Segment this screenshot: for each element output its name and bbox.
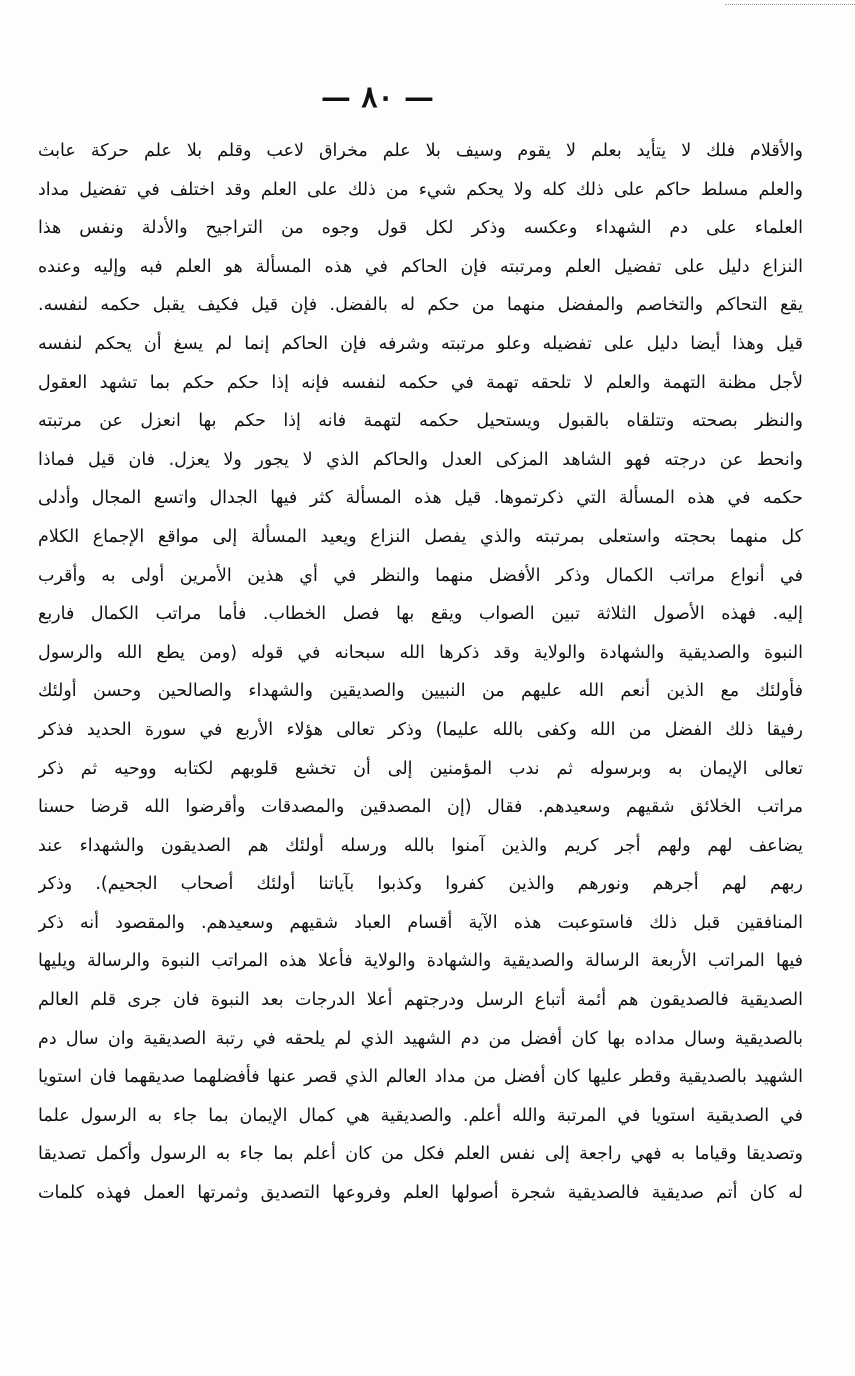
text-line: وتصديقا وقياما به فهي راجعة إلى نفس العلم فكل من كان أعلم بما جاء به الرسول وأكمل تصديقا bbox=[38, 1144, 803, 1165]
text-line: وانحط عن درجته فهو الشاهد المزكى العدل والحاكم الذي لا يجور ولا يعزل. فان قيل فماذا bbox=[38, 449, 803, 470]
text-line: النزاع دليل على تفضيل العلم ومرتبته فإن الحاكم في هذه المسألة هو العلم فبه وإليه وعنده bbox=[38, 256, 803, 277]
text-line: العلماء على دم الشهداء وعكسه وذكر لكل قول وجوه من التراجيح والأدلة ونفس هذا bbox=[38, 218, 803, 239]
page-number: — ٨٠ — bbox=[320, 80, 435, 115]
text-line: حكمه في هذه المسألة التي ذكرتموها. قيل هذه المسألة كثر فيها الجدال واتسع المجال وأدلى bbox=[38, 488, 803, 509]
text-line: فيها المراتب الأربعة الرسالة والصديقية والشهادة والولاية فأعلا هذه المراتب النبوة والرسالة ويليها bbox=[38, 951, 803, 972]
text-line: في أنواع مراتب الكمال وذكر الأفضل منهما والنظر في أي هذين الأمرين أولى به وأقرب bbox=[38, 565, 803, 586]
text-line: والنظر بصحته وتتلقاه بالقبول ويستحيل حكمه لتهمة فانه إذا حكم بها انعزل عن مرتبته bbox=[38, 411, 803, 432]
text-line: والأقلام فلك لا يتأيد بعلم لا يقوم وسيف بلا علم مخراق لاعب وقلم بلا علم حركة عابث bbox=[38, 141, 803, 161]
text-line: المنافقين قبل ذلك فاستوعبت هذه الآية أقسام العباد شقيهم وسعيدهم. والمقصود أنه ذكر bbox=[38, 912, 803, 933]
text-line: تعالى الإيمان به وبرسوله ثم ندب المؤمنين إلى أن تخشع قلوبهم لكتابه ووحيه ثم ذكر bbox=[38, 758, 803, 779]
text-line: قيل وهذا أيضا دليل على تفضيله وعلو مرتبته وشرفه فإن الحاكم إنما لم يسغ أن يحكم لنفسه bbox=[38, 333, 803, 354]
text-line: مراتب الخلائق شقيهم وسعيدهم. فقال (إن المصدقين والمصدقات وأقرضوا الله قرضا حسنا bbox=[38, 797, 803, 818]
page-edge-mark bbox=[725, 4, 855, 6]
text-line: يضاعف لهم ولهم أجر كريم والذين آمنوا بالله ورسله أولئك هم الصديقون والشهداء عند bbox=[38, 835, 803, 856]
text-line: في الصديقية استويا في المرتبة والله أعلم. والصديقية هي كمال الإيمان بما جاء به الرسول علما bbox=[38, 1105, 803, 1126]
body-text bbox=[38, 132, 803, 1213]
text-line: إليه. فهذه الأصول الثلاثة تبين الصواب ويقع بها فصل الخطاب. فأما مراتب الكمال فاربع bbox=[38, 604, 803, 625]
text-line: الصديقية فالصديقون هم أئمة أتباع الرسل ودرجتهم أعلا الدرجات بعد النبوة فان جرى قلم العالم bbox=[38, 990, 803, 1011]
text-line: كل منهما بحجته واستعلى بمرتبته والذي يفصل النزاع ويعيد المسألة إلى مواقع الإجماع الكلام bbox=[38, 526, 803, 547]
text-line: النبوة والصديقية والشهادة والولاية وقد ذكرها الله سبحانه في قوله (ومن يطع الله والرسول bbox=[38, 642, 803, 663]
text-line: ربهم لهم أجرهم ونورهم والذين كفروا وكذبوا بآياتنا أولئك أصحاب الجحيم). وذكر bbox=[38, 874, 803, 895]
text-line: يقع التحاكم والتخاصم والمفضل منهما من حكم له بالفضل. فإن قيل فكيف يقبل حكمه لنفسه. bbox=[38, 295, 803, 316]
text-line: بالصديقية وسال مداده بها كان أفضل من دم الشهيد الذي لم يلحقه في رتبة الصديقية وان سال دم bbox=[38, 1028, 803, 1049]
text-line: والعلم مسلط حاكم على ذلك كله ولا يحكم شيء من ذلك على العلم وقد اختلف في تفضيل مداد bbox=[38, 179, 803, 200]
text-line: رفيقا ذلك الفضل من الله وكفى بالله عليما) وذكر تعالى هؤلاء الأربع في سورة الحديد فذكر bbox=[38, 719, 803, 740]
text-line: الشهيد بالصديقية وقطر عليها كان أفضل من مداد العالم الذي قصر عنها فأفضلهما صديقهما فان استويا bbox=[38, 1067, 803, 1088]
text-line: له كان أتم صديقية فالصديقية شجرة أصولها العلم وفروعها التصديق وثمرتها العمل فهذه كلمات bbox=[38, 1183, 803, 1204]
text-line: فأولئك مع الذين أنعم الله عليهم من النبيين والصديقين والشهداء والصالحين وحسن أولئك bbox=[38, 681, 803, 702]
text-line: لأجل مظنة التهمة والعلم لا تلحقه تهمة في حكمه لنفسه فإنه إذا حكم حكم بما تشهد العقول bbox=[38, 372, 803, 393]
